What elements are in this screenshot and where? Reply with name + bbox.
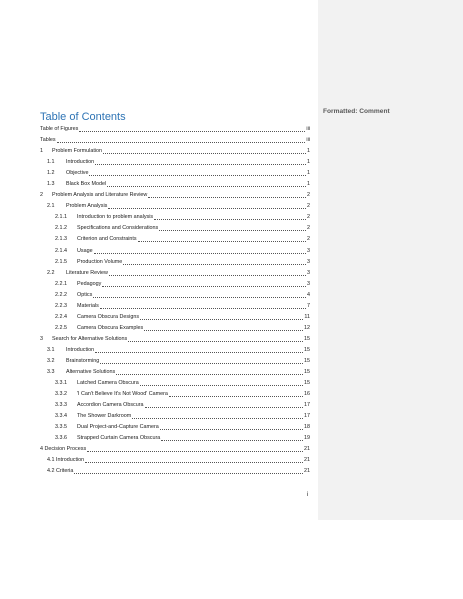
toc-entry-title: Usage <box>77 247 93 254</box>
toc-dot-leader <box>108 208 306 209</box>
toc-entry-title: Accordion Camera Obscura <box>77 402 144 409</box>
toc-entry[interactable] <box>40 468 310 479</box>
toc-entry-page: 15 <box>304 357 310 364</box>
toc-entry[interactable] <box>40 292 310 303</box>
toc-title: Table of Contents <box>40 111 126 123</box>
toc-entry-page: iii <box>306 137 310 144</box>
toc-entry-title: Objective <box>66 170 89 177</box>
toc-dot-leader <box>95 352 303 353</box>
formatting-comment[interactable]: Formatted: Comment <box>323 108 390 115</box>
toc-dot-leader <box>140 385 303 386</box>
toc-entry-title: Materials <box>77 302 99 309</box>
toc-entry-title: 4.1 Introduction <box>47 457 85 464</box>
toc-entry-page: 1 <box>307 181 310 188</box>
toc-entry-number: 3.3.4 <box>55 413 67 420</box>
toc-dot-leader <box>79 131 305 132</box>
toc-entry-page: 1 <box>307 148 310 155</box>
toc-entry-number: 3.3.2 <box>55 391 67 398</box>
toc-dot-leader <box>145 407 303 408</box>
toc-entry[interactable] <box>40 259 310 270</box>
comment-pane <box>318 0 463 520</box>
toc-entry-number: 2.2 <box>47 269 55 276</box>
toc-entry-number: 2.2.4 <box>55 313 67 320</box>
toc-entry-number: 3 <box>40 335 43 342</box>
toc-dot-leader <box>87 451 303 452</box>
toc-entry[interactable] <box>40 270 310 281</box>
toc-entry[interactable] <box>40 358 310 369</box>
toc-dot-leader <box>74 473 303 474</box>
toc-entry-page: 18 <box>304 424 310 431</box>
toc-entry-number: 2.1.2 <box>55 225 67 232</box>
toc-dot-leader <box>95 164 306 165</box>
toc-dot-leader <box>138 241 306 242</box>
toc-entry-number: 2.1.5 <box>55 258 67 265</box>
toc-entry-page: 3 <box>307 280 310 287</box>
toc-entry-title: Criterion and Constraints <box>77 236 137 243</box>
toc-entry-page: 3 <box>307 247 310 254</box>
toc-entry-title: Strapped Curtain Camera Obscura <box>77 435 161 442</box>
toc-entry-page: 2 <box>307 214 310 221</box>
toc-dot-leader <box>102 286 306 287</box>
toc-dot-leader <box>161 440 303 441</box>
toc-entry-title: Introduction to problem analysis <box>77 214 154 221</box>
toc-dot-leader <box>116 374 303 375</box>
toc-dot-leader <box>107 186 306 187</box>
toc-entry-title: Search for Alternative Solutions <box>52 335 128 342</box>
toc-entry[interactable] <box>40 281 310 292</box>
toc-entry-number: 3.3.3 <box>55 402 67 409</box>
toc-dot-leader <box>154 219 306 220</box>
toc-entry-page: 16 <box>304 391 310 398</box>
toc-entry-title: Tables <box>40 137 56 144</box>
toc-dot-leader <box>132 418 303 419</box>
toc-entry[interactable] <box>40 159 310 170</box>
toc-entry-title: The Shower Darkroom <box>77 413 132 420</box>
toc-entry-title: 4.2 Criteria <box>47 468 74 475</box>
toc-entry-number: 2.2.1 <box>55 280 67 287</box>
toc-entry-title: Black Box Model <box>66 181 107 188</box>
toc-entry[interactable] <box>40 181 310 192</box>
toc-entry-page: 1 <box>307 159 310 166</box>
toc-entry[interactable] <box>40 347 310 358</box>
toc-entry-page: 4 <box>307 291 310 298</box>
toc-entry[interactable] <box>40 170 310 181</box>
toc-entry[interactable] <box>40 325 310 336</box>
toc-entry[interactable] <box>40 391 310 402</box>
toc-entry-page: 17 <box>304 402 310 409</box>
toc-entry-title: 'I Can't Believe It's Not Wood' Camera <box>77 391 168 398</box>
toc-dot-leader <box>100 363 303 364</box>
toc-entry-title: Optics <box>77 291 93 298</box>
toc-entry-page: 15 <box>304 346 310 353</box>
toc-entry-number: 3.3.5 <box>55 424 67 431</box>
toc-entry-page: 12 <box>304 324 310 331</box>
toc-entry-title: Dual Project-and-Capture Camera <box>77 424 159 431</box>
toc-entry-page: 2 <box>307 203 310 210</box>
toc-entry-title: Brainstorming <box>66 357 100 364</box>
toc-entry-number: 2.1.4 <box>55 247 67 254</box>
toc-entry-title: Introduction <box>66 159 95 166</box>
toc-dot-leader <box>89 175 306 176</box>
page-number: i <box>307 492 309 498</box>
toc-entry-page: 1 <box>307 170 310 177</box>
toc-entry[interactable] <box>40 435 310 446</box>
toc-entry[interactable] <box>40 314 310 325</box>
toc-entry-title: Problem Analysis <box>66 203 108 210</box>
toc-entry-page: 3 <box>307 269 310 276</box>
toc-entry-page: 15 <box>304 369 310 376</box>
toc-entry-title: Alternative Solutions <box>66 369 116 376</box>
toc-entry-number: 1.3 <box>47 181 55 188</box>
toc-dot-leader <box>100 308 306 309</box>
toc-entry[interactable] <box>40 380 310 391</box>
toc-entry[interactable] <box>40 303 310 314</box>
toc-entry-number: 2.1.1 <box>55 214 67 221</box>
toc-entry-number: 2.2.2 <box>55 291 67 298</box>
toc-dot-leader <box>169 396 303 397</box>
toc-dot-leader <box>93 297 306 298</box>
toc-entry-page: iii <box>306 126 310 132</box>
toc-entry-page: 3 <box>307 258 310 265</box>
toc-entry-number: 2 <box>40 192 43 199</box>
toc-entry-title: Specifications and Considerations <box>77 225 159 232</box>
toc-entry[interactable] <box>40 457 310 468</box>
toc-entry-number: 2.2.5 <box>55 324 67 331</box>
toc-entry[interactable] <box>40 413 310 424</box>
toc-entry[interactable] <box>40 336 310 347</box>
toc-entry[interactable] <box>40 214 310 225</box>
toc-entry-page: 2 <box>307 236 310 243</box>
toc-entry-title: Problem Formulation <box>52 148 103 155</box>
toc-entry-number: 2.1.3 <box>55 236 67 243</box>
toc-entry-title: Latched Camera Obscura <box>77 380 139 387</box>
toc-entry[interactable] <box>40 236 310 247</box>
toc-entry-page: 21 <box>304 468 310 475</box>
toc-entry-page: 15 <box>304 335 310 342</box>
toc-dot-leader <box>148 197 306 198</box>
toc-dot-leader <box>85 462 303 463</box>
toc-entry-number: 1 <box>40 148 43 155</box>
table-of-contents <box>40 126 310 480</box>
toc-entry-page: 11 <box>304 313 310 320</box>
toc-entry[interactable] <box>40 203 310 214</box>
toc-entry-page: 2 <box>307 225 310 232</box>
toc-entry-title: Introduction <box>66 346 95 353</box>
toc-entry[interactable] <box>40 126 310 137</box>
toc-dot-leader <box>144 330 303 331</box>
toc-entry-number: 3.2 <box>47 357 55 364</box>
toc-dot-leader <box>123 264 306 265</box>
toc-entry-number: 3.1 <box>47 346 55 353</box>
toc-entry-title: Literature Review <box>66 269 108 276</box>
toc-entry-number: 2.2.3 <box>55 302 67 309</box>
toc-entry-title: Camera Obscura Designs <box>77 313 140 320</box>
toc-entry-page: 21 <box>304 446 310 453</box>
toc-dot-leader <box>159 230 306 231</box>
toc-entry[interactable] <box>40 148 310 159</box>
toc-entry[interactable] <box>40 402 310 413</box>
toc-dot-leader <box>109 275 306 276</box>
toc-entry-number: 1.1 <box>47 159 55 166</box>
toc-entry[interactable] <box>40 137 310 148</box>
toc-entry[interactable] <box>40 424 310 435</box>
toc-entry[interactable] <box>40 446 310 457</box>
toc-entry-number: 2.1 <box>47 203 55 210</box>
toc-dot-leader <box>94 253 306 254</box>
toc-dot-leader <box>160 429 303 430</box>
toc-entry-number: 3.3.1 <box>55 380 67 387</box>
toc-entry-title: Camera Obscura Examples <box>77 324 144 331</box>
toc-entry[interactable] <box>40 225 310 236</box>
toc-entry-page: 19 <box>304 435 310 442</box>
toc-entry-title: 4 Decision Process <box>40 446 87 453</box>
toc-entry[interactable] <box>40 192 310 203</box>
toc-dot-leader <box>57 142 305 143</box>
toc-entry-title: Problem Analysis and Literature Review <box>52 192 148 199</box>
toc-entry-title: Pedagogy <box>77 280 102 287</box>
toc-entry-number: 3.3 <box>47 369 55 376</box>
toc-entry[interactable] <box>40 248 310 259</box>
toc-entry-number: 3.3.6 <box>55 435 67 442</box>
toc-entry-title: Table of Figures <box>40 126 79 132</box>
toc-entry-page: 17 <box>304 413 310 420</box>
toc-entry-page: 7 <box>307 302 310 309</box>
toc-dot-leader <box>103 153 306 154</box>
toc-entry-page: 21 <box>304 457 310 464</box>
toc-entry-page: 2 <box>307 192 310 199</box>
toc-entry[interactable] <box>40 369 310 380</box>
toc-entry-number: 1.2 <box>47 170 55 177</box>
toc-entry-page: 15 <box>304 380 310 387</box>
toc-entry-title: Production Volume <box>77 258 123 265</box>
toc-dot-leader <box>128 341 303 342</box>
toc-dot-leader <box>140 319 303 320</box>
